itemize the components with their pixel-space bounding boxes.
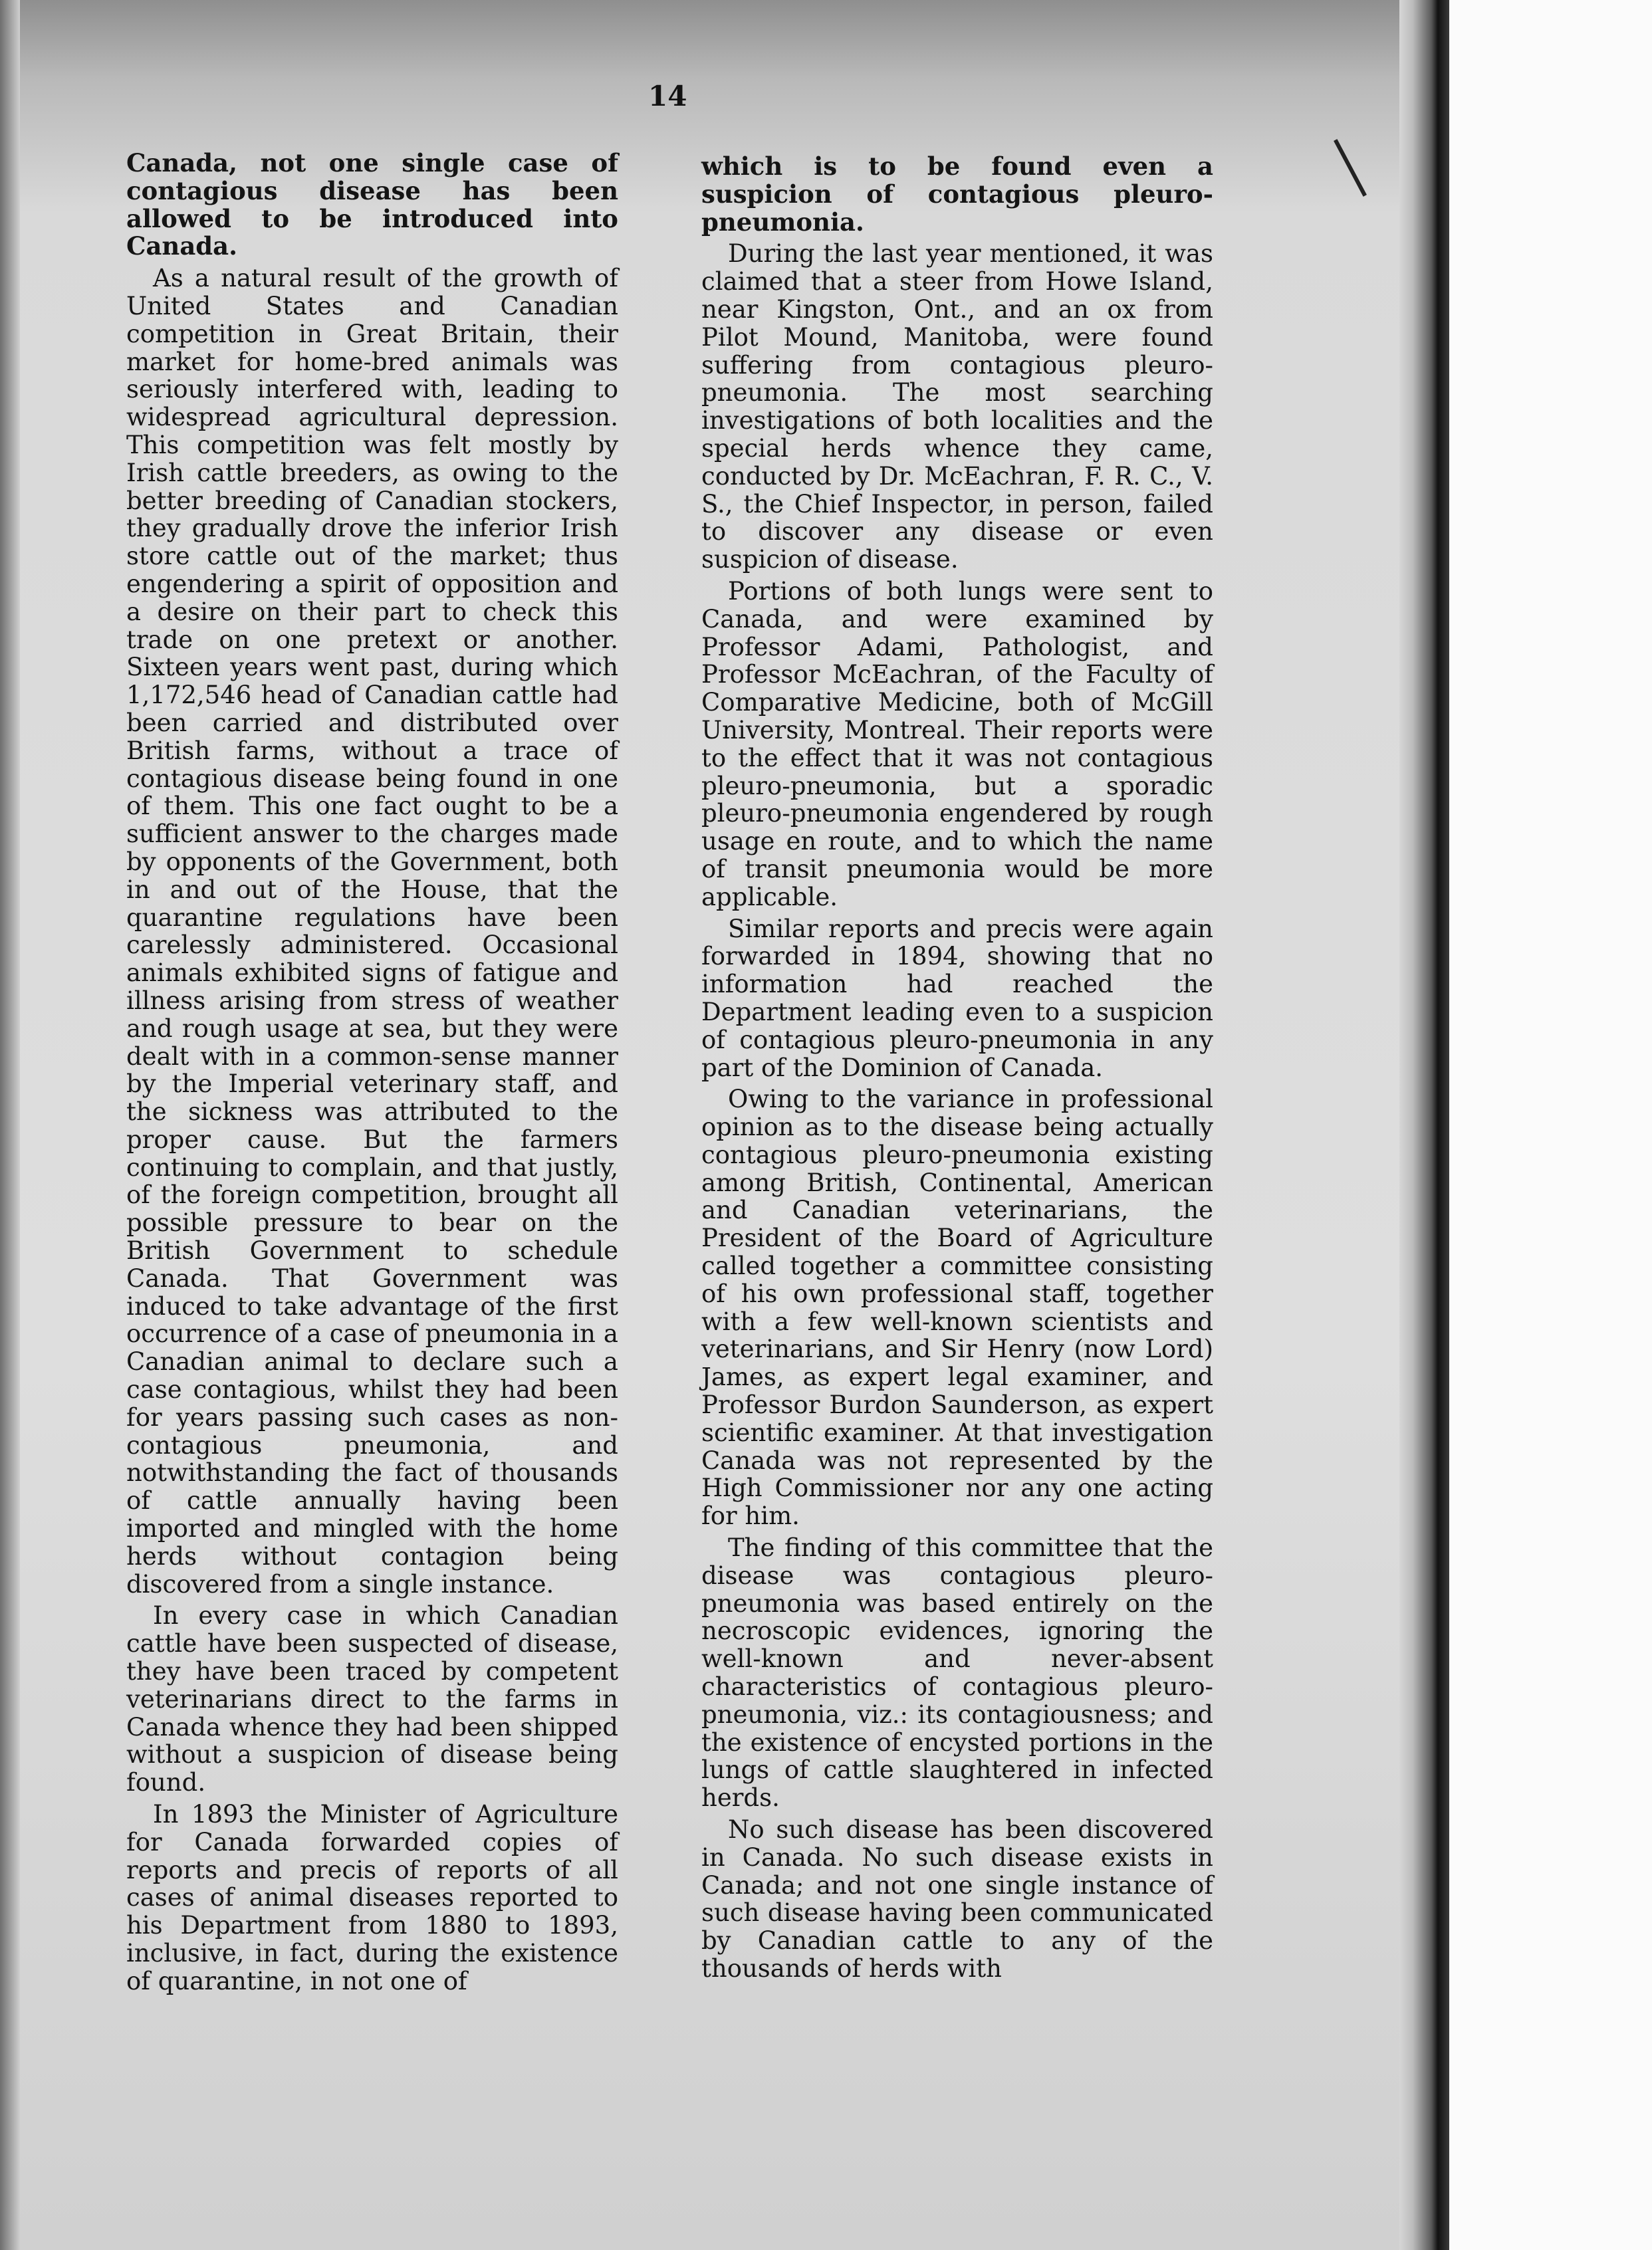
facing-page-blank <box>1449 0 1652 2250</box>
paragraph: Similar reports and precis were again forwarded in 1894, showing that no information had reached the Department leading even to a suspicion of contagious pleuro-pneumonia in any part of the Dominion of Canada. <box>701 914 1213 1082</box>
paragraph: Portions of both lungs were sent to Canada, and were examined by Professor Adami, Pathologist, and Professor McEachran, of the Faculty of Comparative Medicine, both of McGill University, Montreal. Their reports were to the effect that it was not contagious pleuro-pneumonia, but a sporadic pleuro-pneumonia engendered by rough usage en route, and to which the name of transit pneumonia would be more applicable. <box>701 576 1213 911</box>
scan-edge-shadow <box>0 0 20 2250</box>
paragraph: In 1893 the Minister of Agriculture for Canada forwarded copies of reports and precis of reports of all cases of animal diseases reported to his Department from 1880 to 1893, inclusive, in fact, during the existence of quarantine, in not one of <box>126 1800 618 1995</box>
book-gutter <box>1399 0 1449 2250</box>
paragraph: In every case in which Canadian cattle have been suspected of disease, they have been traced by competent veterinarians direct to the farms in Canada whence they had been shipped without a suspicion of disease being found. <box>126 1601 618 1797</box>
paragraph: The finding of this committee that the disease was contagious pleuro-pneumonia was based entirely on the necroscopic evidences, ignoring the well-known and never-absent characteristics of contagious pleuro-pneumonia, viz.: its contagiousness; and the existence of encysted portions in the lungs of cattle slaughtered in infected herds. <box>701 1533 1213 1813</box>
paragraph: As a natural result of the growth of United States and Canadian competition in Great Britain, their market for home-bred animals was seriously interfered with, leading to widespread agricultural depression. This competition was felt mostly by Irish cattle breeders, as owing to the better breeding of Canadian stockers, they gradually drove the inferior Irish store cattle out of the market; thus engendering a spirit of opposition and a desire on their part to check this trade on one pretext or another. Sixteen years went past, during which 1,172,546 head of Canadian cattle had been carried and distributed over British farms, without a trace of contagious disease being found in one of them. This one fact ought to be a sufficient answer to the charges made by opponents of the Government, both in and out of the House, that the quarantine regulations have been carelessly administered. Occasional animals exhibited signs of fatigue and illness arising from stress of weather and rough usage at sea, but they were dealt with in a common-sense manner by the Imperial veterinary staff, and the sickness was attributed to the proper cause. But the farmers continuing to complain, and that justly, of the foreign competition, brought all possible pressure to bear on the British Government to schedule Canada. That Government was induced to take advantage of the first occurrence of a case of pneumonia in a Canadian animal to declare such a case contagious, whilst they had been for years passing such cases as non-contagious pneumonia, and notwithstanding the fact of thousands of cattle annually having been imported and mingled with the home herds without contagion being discovered from a single instance. <box>126 264 618 1599</box>
left-text-column <box>126 150 618 1999</box>
right-text-column <box>701 153 1213 1987</box>
paragraph: No such disease has been discovered in Canada. No such disease exists in Canada; and not one single instance of such disease having been communicated by Canadian cattle to any of the thousands of herds with <box>701 1815 1213 1983</box>
paragraph: Owing to the variance in professional opinion as to the disease being actually contagious pleuro-pneumonia existing among British, Continental, American and Canadian veterinarians, the President of the Board of Agriculture called together a committee consisting of his own professional staff, together with a few well-known scientists and veterinarians, and Sir Henry (now Lord) James, as expert legal examiner, and Professor Burdon Saunderson, as expert scientific examiner. At that investigation Canada was not represented by the High Commissioner nor any one acting for him. <box>701 1085 1213 1531</box>
page-number: 14 <box>648 80 687 112</box>
paragraph: which is to be found even a suspicion of contagious pleuro-pneumonia. <box>701 152 1213 237</box>
paragraph: Canada, not one single case of contagious disease has been allowed to be introduced into Canada. <box>126 148 618 261</box>
paragraph: During the last year mentioned, it was claimed that a steer from Howe Island, near Kingston, Ont., and an ox from Pilot Mound, Manitoba, were found suffering from contagious pleuro-pneumonia. The most searching investigations of both localities and the special herds whence they came, conducted by Dr. McEachran, F. R. C., V. S., the Chief Inspector, in person, failed to discover any disease or even suspicion of disease. <box>701 239 1213 574</box>
